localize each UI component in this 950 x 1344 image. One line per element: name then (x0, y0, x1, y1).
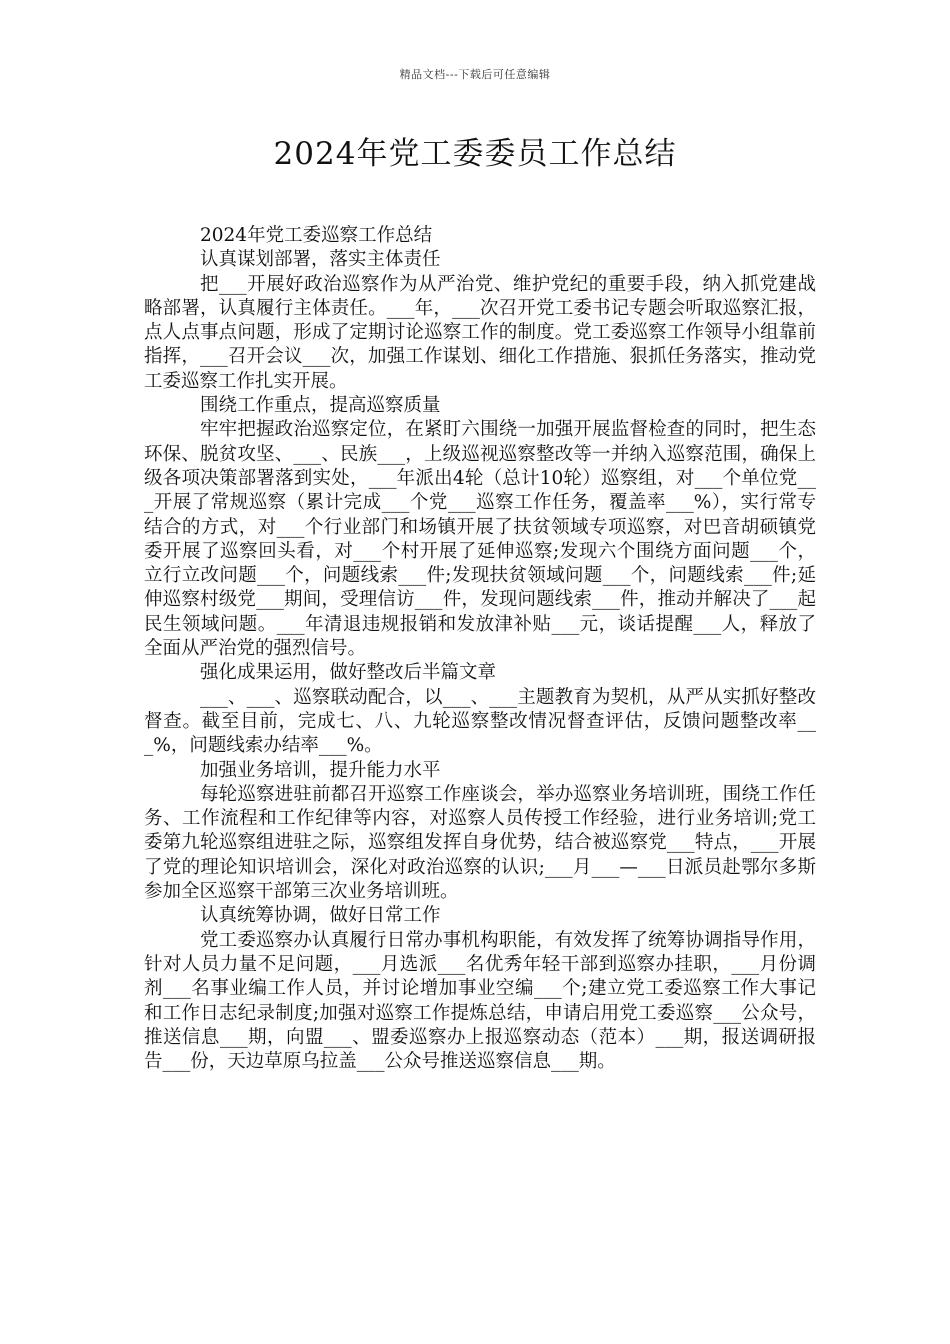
document-body (144, 224, 816, 1074)
document-title: 2024年党工委委员工作总结 (273, 136, 677, 172)
body-paragraph: 牢牢把握政治巡察定位，在紧盯六围绕一加强开展监督检查的同时，把生态环保、脱贫攻坚、___、民族___，上级巡视巡察整改等一并纳入巡察范围，确保上级各项决策部署落到实处，___年派出4轮（总计10轮）巡察组，对___个单位党___开展了常规巡察（累计完成___个党___巡察工作任务，覆盖率___%），实行常专结合的方式，对___个行业部门和场镇开展了扶贫领域专项巡察，对巴音胡硕镇党委开展了巡察回头看，对___个村开展了延伸巡察;发现六个围绕方面问题___个，立行立改问题___个，问题线索___件;发现扶贫领域问题___个，问题线索___件;延伸巡察村级党___期间，受理信访___件，发现问题线索___件，推动并解决了___起民生领域问题。___年清退违规报销和发放津补贴___元，谈话提醒___人，释放了全面从严治党的强烈信号。 (144, 419, 816, 660)
body-paragraph: 党工委巡察办认真履行日常办事机构职能，有效发挥了统筹协调指导作用，针对人员力量不足问题，___月选派___名优秀年轻干部到巡察办挂职，___月份调剂___名事业编工作人员，并讨论增加事业空编___个;建立党工委巡察工作大事记和工作日志纪录制度;加强对巡察工作提炼总结，申请启用党工委巡察___公众号，推送信息___期，向盟___、盟委巡察办上报巡察动态（范本）___期，报送调研报告___份，天边草原乌拉盖___公众号推送巡察信息___期。 (144, 929, 816, 1073)
section-heading: 2024年党工委巡察工作总结 (200, 225, 433, 246)
body-paragraph: 把___开展好政治巡察作为从严治党、维护党纪的重要手段，纳入抓党建战略部署，认真履行主体责任。___年，___次召开党工委书记专题会听取巡察汇报，点人点事点问题，形成了定期讨论巡察工作的制度。党工委巡察工作领导小组靠前指挥，___召开会议___次，加强工作谋划、细化工作措施、狠抓任务落实，推动党工委巡察工作扎实开展。 (144, 273, 816, 392)
section-heading: 强化成果运用，做好整改后半篇文章 (200, 662, 497, 684)
section-heading: 认真谋划部署，落实主体责任 (200, 249, 441, 271)
section-heading: 围绕工作重点，提高巡察质量 (200, 395, 441, 417)
section-heading: 加强业务培训，提升能力水平 (200, 759, 441, 781)
header-note: 精品文档---下载后可任意编辑 (399, 68, 551, 81)
body-paragraph: ___、___、巡察联动配合，以___、___主题教育为契机，从严从实抓好整改督查。截至目前，完成七、八、九轮巡察整改情况督查评估，反馈问题整改率___%，问题线索办结率___%。 (144, 686, 816, 757)
body-paragraph: 每轮巡察进驻前都召开巡察工作座谈会，举办巡察业务培训班，围绕工作任务、工作流程和工作纪律等内容，对巡察人员传授工作经验，进行业务培训;党工委第九轮巡察组进驻之际，巡察组发挥自身优势，结合被巡察党___特点，___开展了党的理论知识培训会，深化对政治巡察的认识;___月___—___日派员赴鄂尔多斯参加全区巡察干部第三次业务培训班。 (144, 783, 816, 903)
section-heading: 认真统筹协调，做好日常工作 (200, 905, 441, 927)
